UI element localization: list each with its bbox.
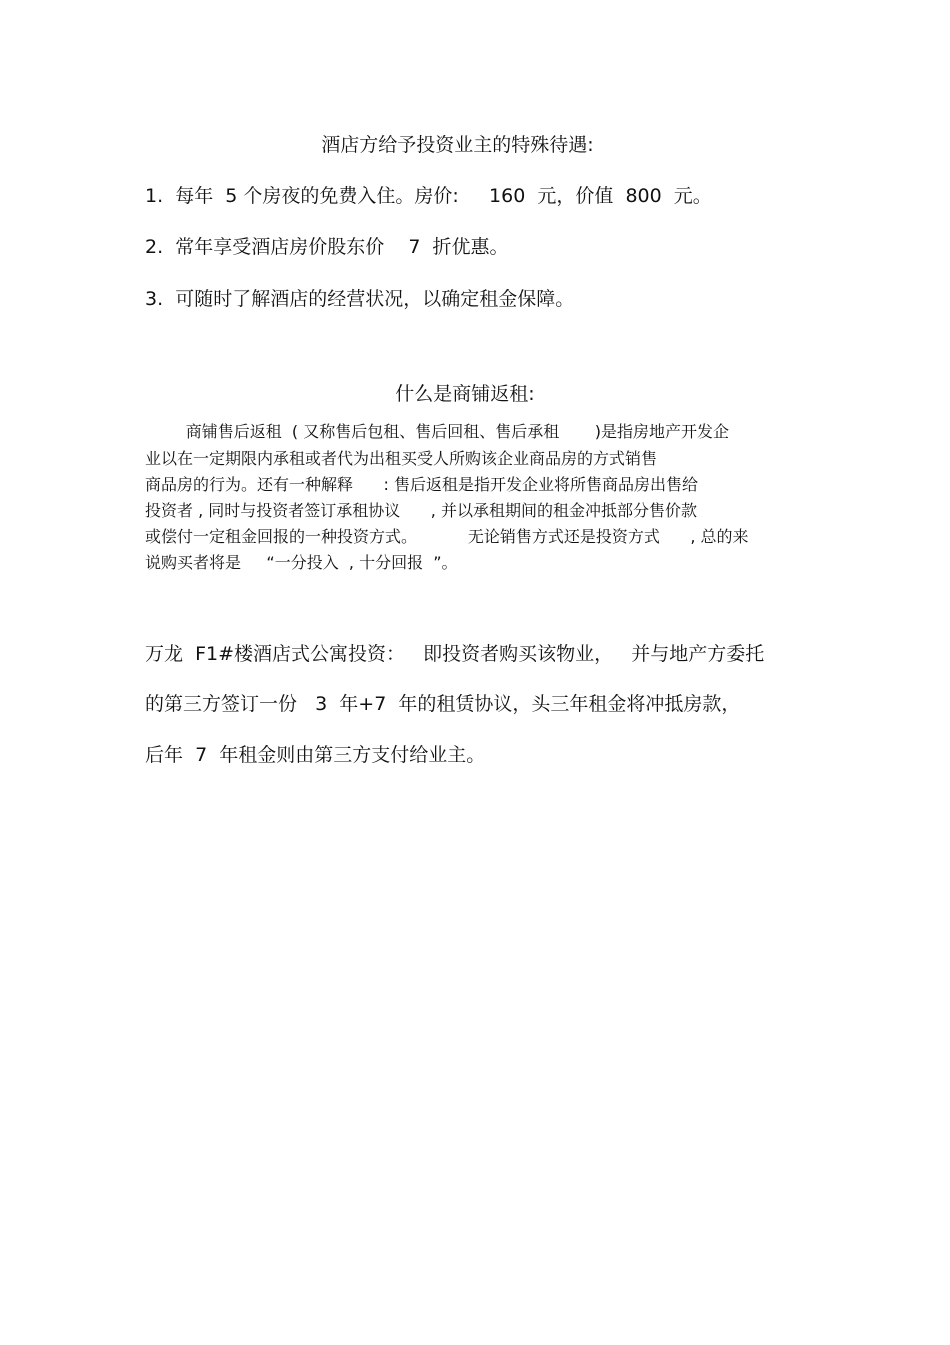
leaseback-paragraph-line: 业以在一定期限内承租或者代为出租买受人所购该企业商品房的方式销售 bbox=[145, 449, 658, 468]
investment-paragraph-line: 万龙 F1#楼酒店式公寓投资： 即投资者购买该物业， 并与地产方委托 bbox=[145, 643, 765, 665]
privilege-item-3: 3. 可随时了解酒店的经营状况，以确定租金保障。 bbox=[145, 288, 575, 310]
leaseback-paragraph-line: 或偿付一定租金回报的一种投资方式。 无论销售方式还是投资方式 , 总的来 bbox=[145, 527, 749, 546]
leaseback-title: 什么是商铺返租: bbox=[395, 383, 535, 405]
investment-paragraph-line: 后年 7 年租金则由第三方支付给业主。 bbox=[145, 744, 486, 766]
privileges-title: 酒店方给予投资业主的特殊待遇: bbox=[321, 134, 594, 156]
privilege-item-1: 1. 每年 5 个房夜的免费入住。房价: 160 元，价值 800 元。 bbox=[145, 185, 712, 207]
leaseback-paragraph-line: 商铺售后返租 ( 又称售后包租、售后回租、售后承租 )是指房地产开发企 bbox=[145, 422, 730, 441]
privilege-item-2: 2. 常年享受酒店房价股东价 7 折优惠。 bbox=[145, 236, 509, 258]
leaseback-paragraph-line: 商品房的行为。还有一种解释 : 售后返租是指开发企业将所售商品房出售给 bbox=[145, 475, 698, 494]
leaseback-paragraph-line: 投资者 , 同时与投资者签订承租协议 , 并以承租期间的租金冲抵部分售价款 bbox=[145, 501, 697, 520]
leaseback-paragraph-line: 说购买者将是 “一分投入 , 十分回报 ”。 bbox=[145, 553, 458, 572]
investment-paragraph-line: 的第三方签订一份 3 年+7 年的租赁协议，头三年租金将冲抵房款， bbox=[145, 693, 741, 715]
